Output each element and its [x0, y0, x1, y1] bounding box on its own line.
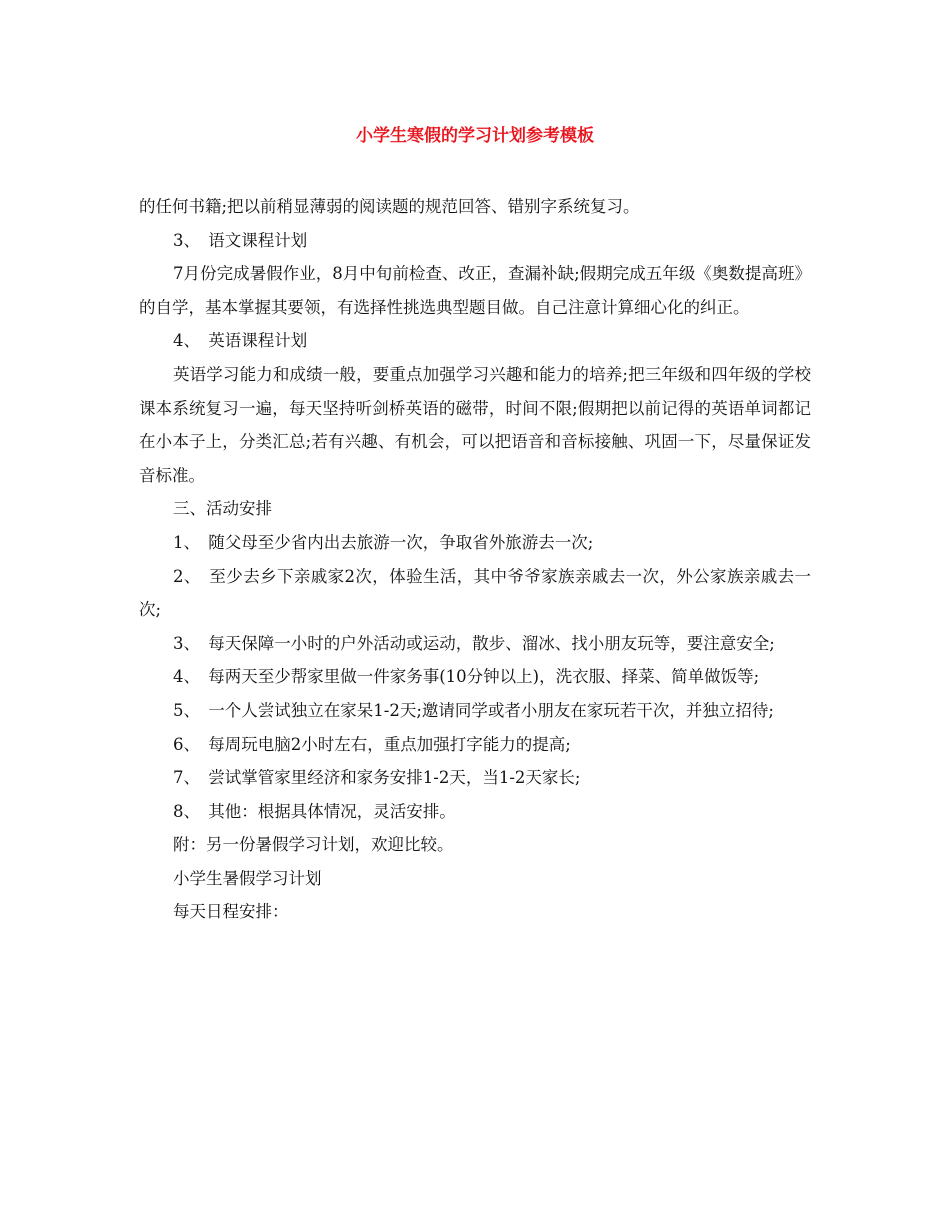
paragraph-10: 4、 每两天至少帮家里做一件家务事(10分钟以上)，洗衣服、择菜、简单做饭等;: [173, 667, 760, 687]
paragraph-4: 4、 英语课程计划: [173, 331, 308, 351]
paragraph-11: 5、 一个人尝试独立在家呆1-2天;邀请同学或者小朋友在家玩若干次，并独立招待;: [173, 700, 774, 720]
document-title: 小学生寒假的学习计划参考模板: [356, 126, 594, 146]
paragraph-3: 7月份完成暑假作业，8月中旬前检查、改正，查漏补缺;假期完成五年级《奥数提高班》的自学，基本掌握其要领，有选择性挑选典型题目做。自己注意计算细心化的纠正。: [139, 264, 811, 317]
paragraph-5: 英语学习能力和成绩一般，要重点加强学习兴趣和能力的培养;把三年级和四年级的学校课本系统复习一遍，每天坚持听剑桥英语的磁带，时间不限;假期把以前记得的英语单词都记在小本子上，分类汇总;若有兴趣、有机会，可以把语音和音标接触、巩固一下，尽量保证发音标准。: [139, 364, 811, 485]
paragraph-12: 6、 每周玩电脑2小时左右，重点加强打字能力的提高;: [173, 734, 571, 754]
document-body: [139, 190, 811, 929]
paragraph-1: 的任何书籍;把以前稍显薄弱的阅读题的规范回答、错别字系统复习。: [139, 197, 640, 216]
paragraph-7: 1、 随父母至少省内出去旅游一次，争取省外旅游去一次;: [173, 532, 594, 552]
paragraph-16: 小学生暑假学习计划: [173, 868, 322, 888]
paragraph-17: 每天日程安排：: [173, 902, 289, 922]
paragraph-6: 三、活动安排: [173, 499, 272, 519]
paragraph-13: 7、 尝试掌管家里经济和家务安排1-2天，当1-2天家长;: [173, 768, 581, 788]
paragraph-8: 2、 至少去乡下亲戚家2次，体验生活，其中爷爷家族亲戚去一次，外公家族亲戚去一次;: [139, 566, 811, 620]
paragraph-9: 3、 每天保障一小时的户外活动或运动，散步、溜冰、找小朋友玩等，要注意安全;: [173, 633, 775, 653]
paragraph-2: 3、 语文课程计划: [173, 230, 308, 250]
paragraph-14: 8、 其他：根据具体情况，灵活安排。: [173, 801, 456, 821]
paragraph-15: 附：另一份暑假学习计划，欢迎比较。: [173, 835, 454, 855]
